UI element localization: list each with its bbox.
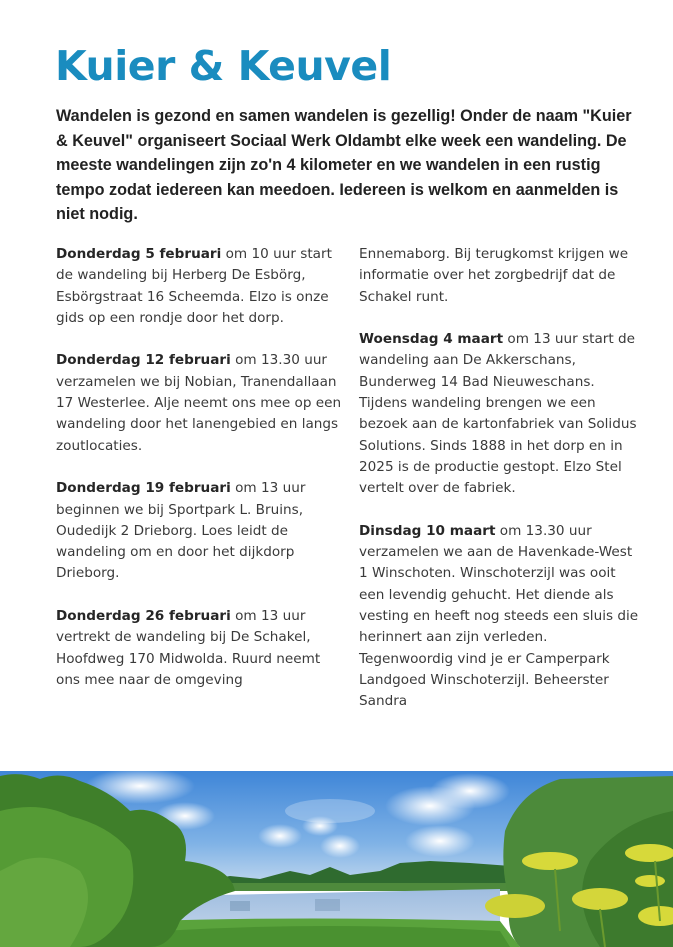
walk-entry-continued <box>359 244 639 308</box>
walk-date: Donderdag 26 februari <box>56 608 231 625</box>
walk-description: om 10 uur start de wandeling bij Herberg De Esbörg, Esbörgstraat 16 Scheemda. Elzo is onze gids op een rondje door het dorp. <box>56 246 332 326</box>
lake-landscape-image <box>0 771 673 947</box>
page-title: Kuier & Keuvel <box>55 42 392 90</box>
walk-date: Donderdag 19 februari <box>56 480 231 497</box>
walk-entry <box>359 329 639 499</box>
walk-description: om 13.30 uur verzamelen we aan de Havenkade-West 1 Winschoten. Winschoterzijl was ooit een levendig gehucht. Het diende als vesting en heeft nog steeds een sluis die herinnert aan zijn verleden. Tegenwoordig vind je er Camperpark Landgoed Winschoterzijl. Beheerster Sandra <box>359 522 639 710</box>
walk-date: Dinsdag 10 maart <box>359 522 496 539</box>
walk-entry <box>56 606 346 691</box>
landscape-photo <box>0 771 673 947</box>
walk-description: om 13 uur beginnen we bij Sportpark L. Bruins, Oudedijk 2 Drieborg. Loes leidt de wandeling om en door het dijkdorp Drieborg. <box>56 480 306 582</box>
walk-entry <box>359 521 639 713</box>
walk-description-part1: om 13 uur vertrekt de wandeling bij De Schakel, Hoofdweg 170 Midwolda. Ruurd neemt ons mee naar de omgeving <box>56 608 321 688</box>
walk-entry <box>56 478 346 584</box>
walk-date: Donderdag 12 februari <box>56 352 231 369</box>
walk-date: Donderdag 5 februari <box>56 246 222 262</box>
walk-description: om 13 uur start de wandeling aan De Akkerschans, Bunderweg 14 Bad Nieuweschans. Tijdens wandeling brengen we een bezoek aan de kartonfabriek van Solidus Solutions. Sinds 1888 in het dorp en in 2025 is de productie gestopt. Elzo Stel vertelt over de fabriek. <box>359 331 637 497</box>
walk-date: Woensdag 4 maart <box>359 331 504 348</box>
walk-description-part2: Ennemaborg. Bij terugkomst krijgen we informatie over het zorgbedrijf dat de Schakel runt. <box>359 246 629 305</box>
walk-entry <box>56 244 346 329</box>
walk-entry <box>56 350 346 456</box>
left-column <box>56 244 346 713</box>
right-column <box>359 244 639 734</box>
intro-paragraph: Wandelen is gezond en samen wandelen is gezellig! Onder de naam "Kuier & Keuvel" organiseert Sociaal Werk Oldambt elke week een wandeling. De meeste wandelingen zijn zo'n 4 kilometer en we wandelen in een rustig tempo zodat iedereen kan meedoen. Iedereen is welkom en aanmelden is niet nodig. <box>56 107 632 224</box>
walk-description: om 13.30 uur verzamelen we bij Nobian, Tranendallaan 17 Westerlee. Alje neemt ons mee op een wandeling door het lanengebied en langs zoutlocaties. <box>56 352 342 454</box>
